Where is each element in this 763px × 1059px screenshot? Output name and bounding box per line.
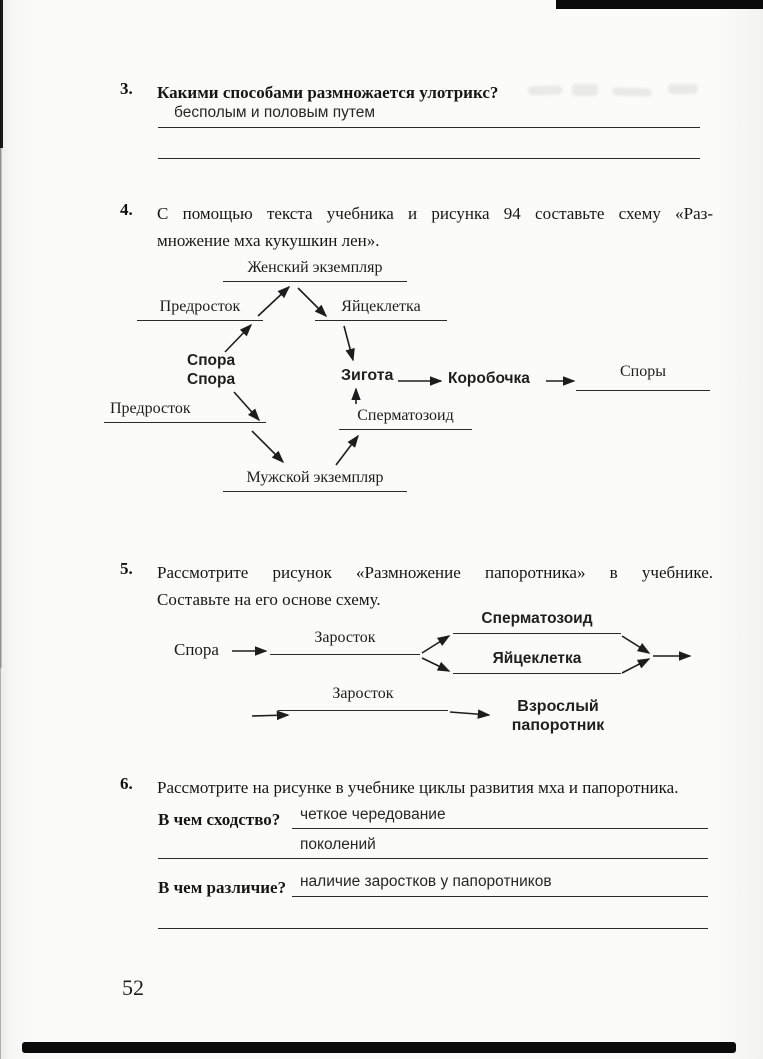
page-number: 52 [122,975,144,1000]
pencil-smudge [668,84,698,94]
q4-question-line2: множение мха кукушкин лен». [157,231,380,250]
q4-male-plant-label: Мужской экземпляр [223,468,407,492]
answer-line [158,858,708,859]
q4-zygote-label: Зигота [341,367,394,384]
arrow-protonema-bottom-to-male [252,431,283,462]
q5-question-line1: Рассмотрите рисунок «Размножение папоротника» в учебнике. [157,563,713,582]
q4-sperm-label: Сперматозоид [339,406,472,430]
arrow-spore-to-protonema-bottom [234,392,259,420]
arrow-female-to-egg [298,288,326,316]
q4-number: 4. [120,200,133,219]
pencil-smudge [612,87,652,96]
q6-similarity-answer-line1: четкое чередование [300,806,446,823]
arrow-prothallus-to-egg [422,658,449,671]
pencil-smudge [528,85,562,95]
q5-adult-fern-line2: папоротник [511,717,605,734]
q5-egg-cell-label: Яйцеклетка [453,649,621,674]
q6-difference-label: В чем различие? [158,878,287,897]
q6-similarity-answer-line2: поколений [300,836,376,853]
q5-sperm-label: Сперматозоид [453,609,621,634]
q3-question: Какими способами размножается улотрикс? [157,83,499,102]
scan-artifact-bottom-bar [22,1042,736,1053]
q4-female-plant-label: Женский экземпляр [223,258,407,282]
q6-number: 6. [120,774,133,793]
answer-line [158,127,700,128]
q5-prothallus-bottom-label: Заросток [278,684,448,711]
scan-artifact-top-bar [556,0,763,9]
q5-number: 5. [120,559,133,578]
q4-egg-cell-label: Яйцеклетка [315,297,447,321]
q5-diagram-arrows [0,600,763,740]
scan-artifact-left-hairline [0,0,1,1059]
q4-diagram-arrows [0,250,763,520]
answer-line [292,828,708,829]
q4-question-line1: С помощью текста учебника и рисунка 94 составьте схему «Раз- [157,204,713,223]
arrow-egg-to-zygote [344,326,353,360]
arrow-protonema-top-to-female [258,287,289,316]
arrow-prothallus-bottom-to-adult-fern [450,712,489,715]
arrow-left-to-prothallus-bottom [252,715,288,716]
arrow-male-to-sperm [336,436,358,465]
arrow-prothallus-to-sperm [422,636,449,653]
q3-answer: бесполым и половым путем [174,104,376,121]
arrow-egg-to-merge [622,659,649,673]
q4-capsule-label: Коробочка [448,370,530,387]
q4-protonema-bottom-label: Предросток [104,399,266,423]
arrow-spore-to-protonema-top [225,325,251,352]
q6-difference-answer: наличие заростков у папоротников [300,873,552,890]
q4-spore-label-2: Спора [187,371,236,388]
q6-question: Рассмотрите на рисунке в учебнике циклы развития мха и папоротника. [157,778,679,797]
q6-similarity-label: В чем сходство? [158,810,281,829]
arrow-sperm-to-merge [622,636,649,653]
q4-spore-label-1: Спора [187,352,236,369]
pencil-smudge [572,84,598,96]
q5-question-line2: Составьте на его основе схему. [157,590,381,609]
q4-protonema-top-label: Предросток [137,297,263,321]
q5-spore-label: Спора [174,640,219,659]
q3-number: 3. [120,79,133,98]
q5-prothallus-top-label: Заросток [270,628,420,655]
q5-adult-fern-line1: Взрослый [517,698,599,715]
answer-line [292,896,708,897]
answer-line [158,928,708,929]
q4-spores-label: Споры [576,362,710,391]
answer-line [158,158,700,159]
